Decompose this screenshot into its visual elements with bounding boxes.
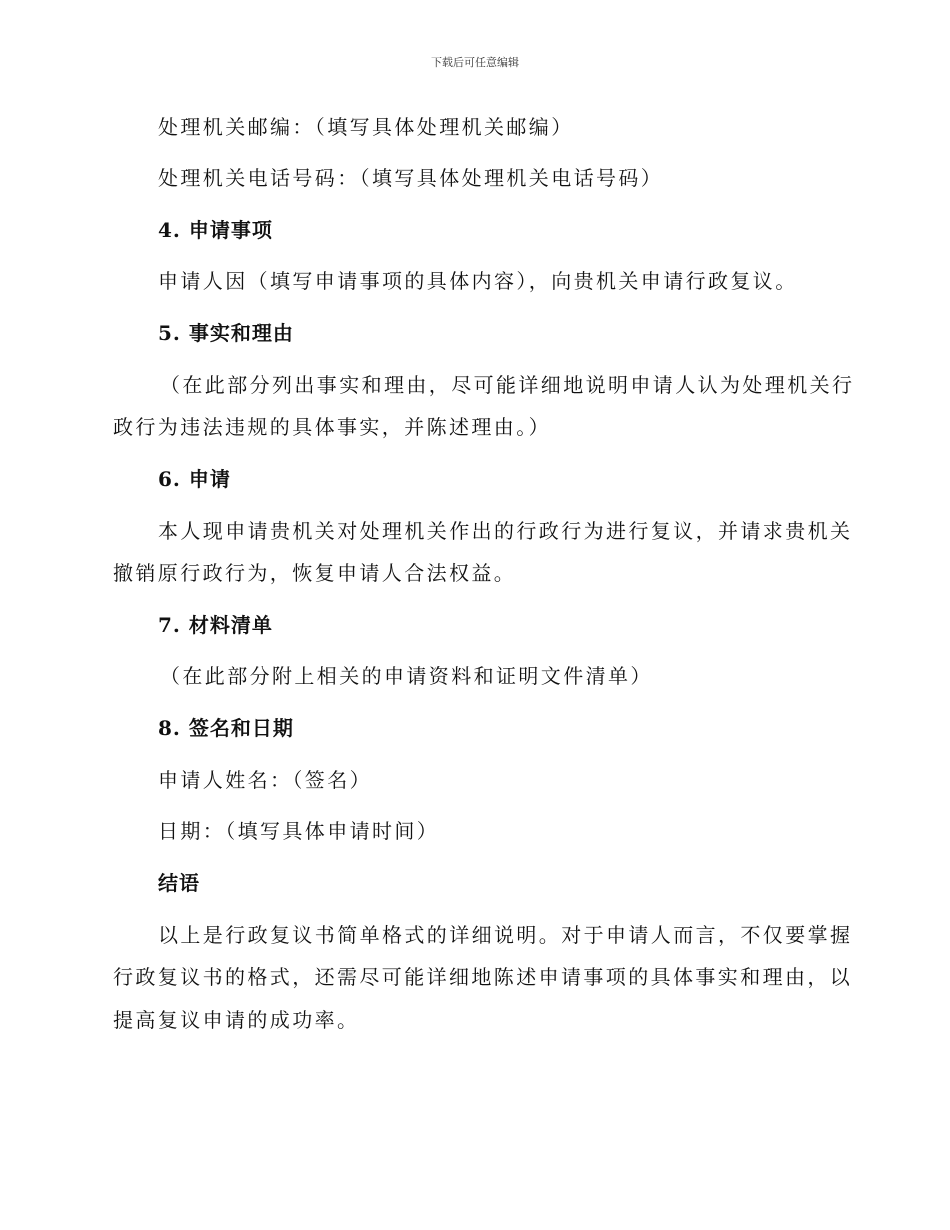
- section-6-body-line-2: 撤销原行政行为，恢复申请人合法权益。: [113, 561, 517, 585]
- conclusion-heading: 结语: [158, 871, 200, 895]
- phone-line: 处理机关电话号码：（填写具体处理机关电话号码）: [158, 166, 664, 190]
- section-5-body-line-2: 政行为违法违规的具体事实，并陈述理由。）: [113, 415, 551, 439]
- section-4-body: 申请人因（填写申请事项的具体内容），向贵机关申请行政复议。: [158, 269, 798, 293]
- section-4-heading: 4. 申请事项: [158, 218, 273, 242]
- section-5-body-line-1: （在此部分列出事实和理由，尽可能详细地说明申请人认为处理机关行: [160, 373, 855, 397]
- postal-code-line: 处理机关邮编：（填写具体处理机关邮编）: [158, 115, 574, 139]
- section-5-heading: 5. 事实和理由: [158, 321, 294, 345]
- conclusion-line-1: 以上是行政复议书简单格式的详细说明。对于申请人而言，不仅要掌握: [158, 923, 853, 947]
- conclusion-line-2: 行政复议书的格式，还需尽可能详细地陈述申请事项的具体事实和理由，以: [113, 965, 853, 989]
- date-line: 日期：（填写具体申请时间）: [158, 819, 440, 843]
- conclusion-line-3: 提高复议申请的成功率。: [113, 1008, 360, 1032]
- signature-line: 申请人姓名：（签名）: [158, 768, 372, 792]
- section-6-body-line-1: 本人现申请贵机关对处理机关作出的行政行为进行复议，并请求贵机关: [158, 519, 853, 543]
- section-7-heading: 7. 材料清单: [158, 613, 273, 637]
- header-note: 下载后可任意编辑: [431, 56, 519, 69]
- section-8-heading: 8. 签名和日期: [158, 716, 294, 740]
- section-7-body: （在此部分附上相关的申请资料和证明文件清单）: [160, 664, 653, 688]
- section-6-heading: 6. 申请: [158, 467, 231, 491]
